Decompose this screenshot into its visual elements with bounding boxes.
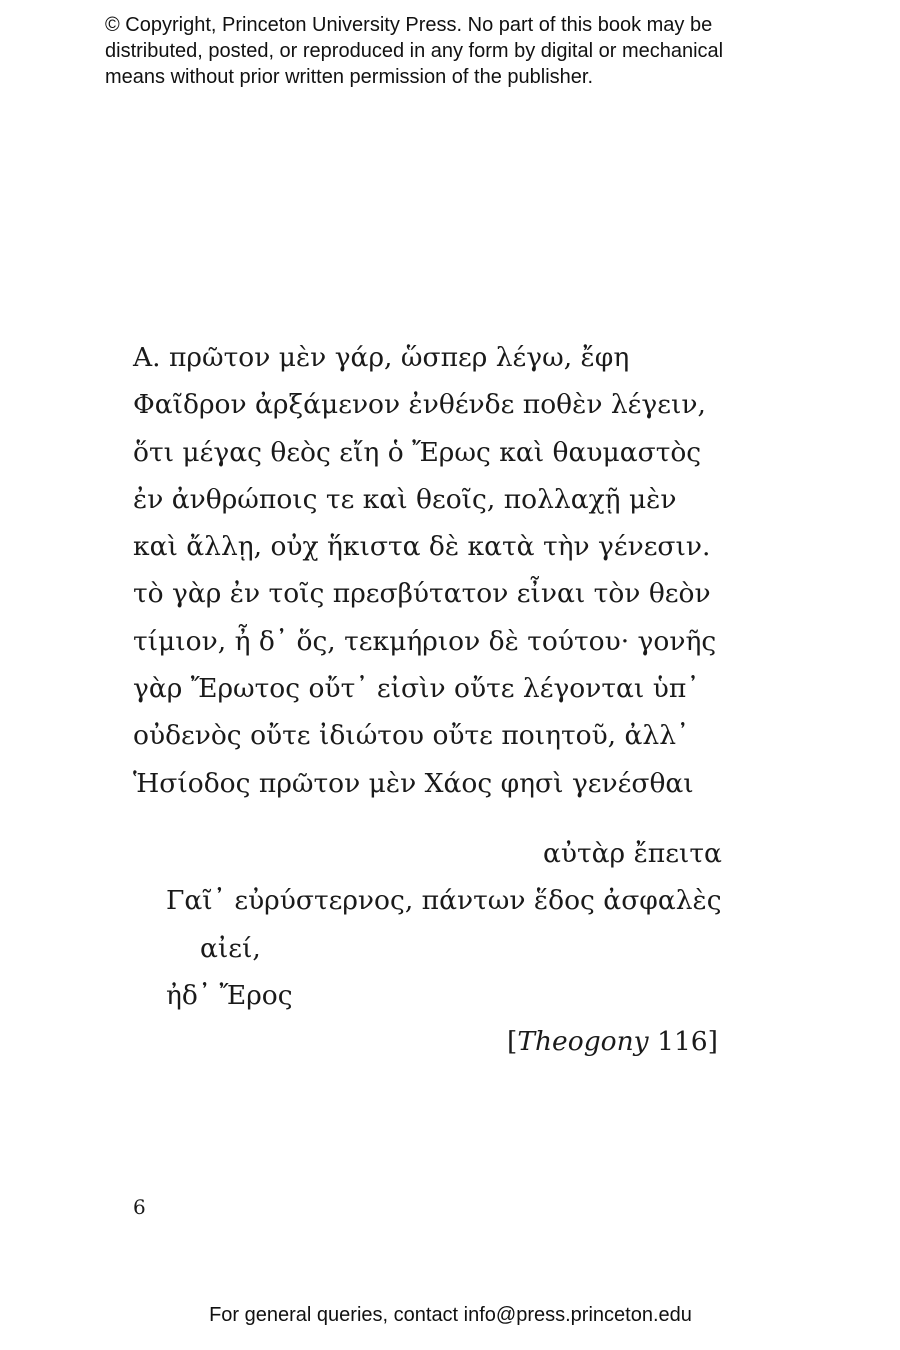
copyright-line: distributed, posted, or reproduced in any form by digital or mechanical [105,40,724,62]
verse-line: αἰεί, [200,932,261,964]
passage-line: Φαῖδρον ἀρξάμενον ἐνθένδε ποθὲν λέγειν, [133,389,706,421]
verse-quotation [133,830,733,1019]
copyright-notice [105,12,865,90]
citation-open-bracket: [ [506,1026,518,1057]
passage-line: οὐδενὸς οὔτε ἰδιώτου οὔτε ποιητοῦ, ἀλλ᾽ [133,720,690,752]
passage-line: τίμιον, ἦ δ᾽ ὅς, τεκμήριον δὲ τούτου· γονῆς [133,625,717,657]
copyright-line: © Copyright, Princeton University Press. No part of this book may be [105,14,713,36]
verse-line: αὐτὰρ ἔπειτα [543,838,722,869]
citation-work-title: Theogony [517,1026,649,1057]
passage-line: ἐν ἀνθρώποις τε καὶ θεοῖς, πολλαχῇ μὲν [133,483,677,515]
verse-line: Γαῖ᾽ εὐρύστερνος, πάντων ἕδος ἀσφαλὲς [166,885,722,917]
verse-line: ἠδ᾽ Ἔρος [166,979,293,1011]
passage-line: τὸ γὰρ ἐν τοῖς πρεσβύτατον εἶναι τὸν θεὸν [133,578,711,610]
copyright-line: means without prior written permission of the publisher. [105,66,594,88]
passage-line: Ἡσίοδος πρῶτον μὲν Χάος φησὶ γενέσθαι [133,767,694,799]
passage-line: γὰρ Ἔρωτος οὔτ᾽ εἰσὶν οὔτε λέγονται ὑπ᾽ [133,673,700,705]
page-number: 6 [133,1195,146,1219]
citation [133,1018,718,1065]
citation-reference: 116] [648,1026,718,1057]
passage-line: A. πρῶτον μὲν γάρ, ὥσπερ λέγω, ἔφη [133,342,630,373]
footer-contact: For general queries, contact info@press.princeton.edu [209,1304,692,1326]
greek-passage [133,334,753,807]
passage-line: ὅτι μέγας θεὸς εἴη ὁ Ἔρως καὶ θαυμαστὸς [133,436,702,468]
passage-line: καὶ ἄλλῃ, οὐχ ἥκιστα δὲ κατὰ τὴν γένεσιν. [133,531,711,563]
